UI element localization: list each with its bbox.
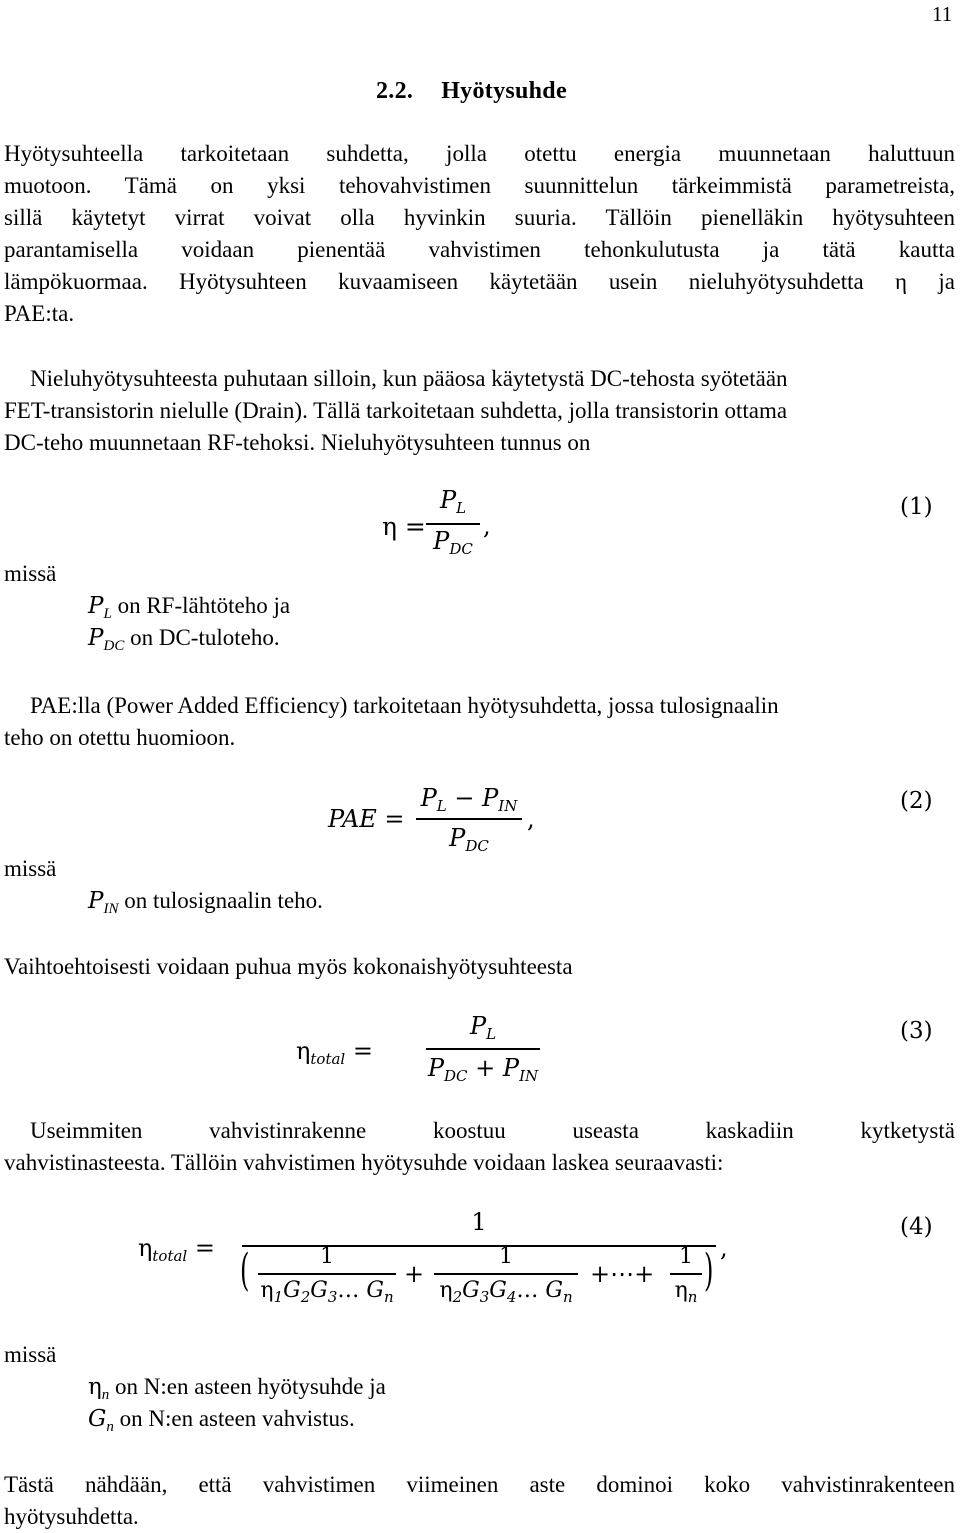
eq4-term1-line bbox=[258, 1273, 396, 1275]
eq4-term2-den: $\eta_2G_3G_4\dots$ $G_n$ bbox=[439, 1278, 573, 1306]
eq4-term3-den: $\eta_n$ bbox=[674, 1278, 698, 1306]
eq3-denominator: $P_{DC} + P_{IN}$ bbox=[427, 1054, 539, 1085]
paragraph-cascade bbox=[4, 1115, 955, 1179]
definition-pl: $P_L$ on RF-lähtöteho ja bbox=[88, 593, 291, 622]
paragraph-pae bbox=[4, 690, 955, 754]
eq4-term1-num: 1 bbox=[320, 1244, 334, 1269]
eq4-plus-dots: +⋯+ bbox=[590, 1260, 655, 1288]
definition-eta-n: $\eta_n$ on N:en asteen hyötysuhde ja bbox=[88, 1374, 386, 1403]
eq4-comma: , bbox=[720, 1234, 728, 1262]
eq4-plus-1: + bbox=[404, 1260, 425, 1288]
eq1-fraction-line bbox=[426, 523, 480, 525]
where-label-1: missä bbox=[4, 561, 57, 586]
eq3-numerator: $P_L$ bbox=[469, 1012, 497, 1043]
eq2-number: (2) bbox=[900, 788, 933, 814]
text-line: Hyötysuhteella tarkoitetaan suhdetta, jolla otettu energia muunnetaan haluttuun bbox=[4, 141, 955, 166]
text-line: FET-transistorin nielulle (Drain). Tällä tarkoitetaan suhdetta, jolla transistorin ottama bbox=[4, 398, 788, 423]
page-number: 11 bbox=[932, 2, 953, 26]
text-line: Useimmiten vahvistinrakenne koostuu useasta kaskadiin kytketystä bbox=[30, 1118, 955, 1143]
definition-g-n: $G_n$ on N:en asteen vahvistus. bbox=[88, 1406, 355, 1435]
eq3-number: (3) bbox=[900, 1018, 933, 1044]
eq2-comma: , bbox=[527, 805, 535, 833]
section-title: Hyötysuhde bbox=[441, 78, 567, 104]
text-line: muotoon. Tämä on yksi tehovahvistimen suunnittelun tärkeimmistä parametreista, bbox=[4, 173, 955, 198]
eq2-numerator: $P_L - P_{IN}$ bbox=[420, 784, 518, 815]
eq4-left-paren: ( bbox=[240, 1245, 250, 1296]
eq4-term2-num: 1 bbox=[499, 1244, 513, 1269]
eq4-lhs: $\eta_{total}$ = bbox=[138, 1234, 215, 1265]
where-label-2: missä bbox=[4, 856, 57, 881]
section-heading bbox=[376, 78, 567, 105]
where-label-3: missä bbox=[4, 1342, 57, 1367]
section-number: 2.2. bbox=[376, 78, 414, 104]
eq4-term3-line bbox=[670, 1273, 702, 1275]
text-line: PAE:lla (Power Added Efficiency) tarkoitetaan hyötysuhdetta, jossa tulosignaalin bbox=[30, 693, 779, 718]
text-line: vahvistinasteesta. Tällöin vahvistimen hyötysuhde voidaan laskea seuraavasti: bbox=[4, 1150, 724, 1175]
definition-pdc: $P_{DC}$ on DC-tuloteho. bbox=[88, 625, 280, 654]
text-line: teho on otettu huomioon. bbox=[4, 725, 236, 750]
eq3-lhs: $\eta_{total}$ = bbox=[296, 1037, 373, 1068]
paragraph-drain-efficiency bbox=[4, 363, 955, 459]
eq1-comma: , bbox=[483, 512, 491, 540]
text-line: lämpökuormaa. Hyötysuhteen kuvaamiseen käytetään usein nieluhyötysuhdetta η ja bbox=[4, 269, 955, 294]
text-line: parantamisella voidaan pienentää vahvistimen tehonkulutusta ja tätä kautta bbox=[4, 237, 955, 262]
definition-pin: $P_{IN}$ on tulosignaalin teho. bbox=[88, 888, 323, 917]
eq4-right-paren: ) bbox=[704, 1245, 714, 1296]
eq4-number: (4) bbox=[900, 1214, 933, 1240]
eq3-fraction-line bbox=[426, 1048, 540, 1050]
eq4-term1-den: $\eta_1G_2G_3\dots$ $G_n$ bbox=[260, 1278, 394, 1306]
paragraph-intro bbox=[4, 138, 955, 330]
eq4-term3-num: 1 bbox=[679, 1244, 693, 1269]
eq1-lhs: η = bbox=[382, 512, 426, 541]
paragraph-conclusion bbox=[4, 1469, 955, 1533]
eq2-lhs: PAE = bbox=[328, 805, 405, 833]
eq2-fraction-line bbox=[416, 818, 522, 820]
text-line: Vaihtoehtoisesti voidaan puhua myös kokonaishyötysuhteesta bbox=[4, 954, 573, 979]
paragraph-total bbox=[4, 951, 955, 983]
text-line: PAE:ta. bbox=[4, 301, 75, 326]
eq1-number: (1) bbox=[900, 494, 933, 520]
eq4-term2-line bbox=[434, 1273, 578, 1275]
text-line: Tästä nähdään, että vahvistimen viimeinen aste dominoi koko vahvistinrakenteen bbox=[4, 1472, 955, 1497]
text-line: hyötysuhdetta. bbox=[4, 1504, 139, 1529]
eq1-numerator: $P_L$ bbox=[439, 486, 467, 517]
eq1-denominator: $P_{DC}$ bbox=[433, 527, 473, 558]
eq2-denominator: $P_{DC}$ bbox=[449, 824, 489, 855]
text-line: Nieluhyötysuhteesta puhutaan silloin, kun pääosa käytetystä DC-tehosta syötetään bbox=[30, 366, 788, 391]
text-line: sillä käytetyt virrat voivat olla hyvinkin suuria. Tällöin pienelläkin hyötysuhteen bbox=[4, 205, 955, 230]
eq4-numerator: 1 bbox=[471, 1208, 487, 1236]
text-line: DC-teho muunnetaan RF-tehoksi. Nieluhyötysuhteen tunnus on bbox=[4, 430, 591, 455]
